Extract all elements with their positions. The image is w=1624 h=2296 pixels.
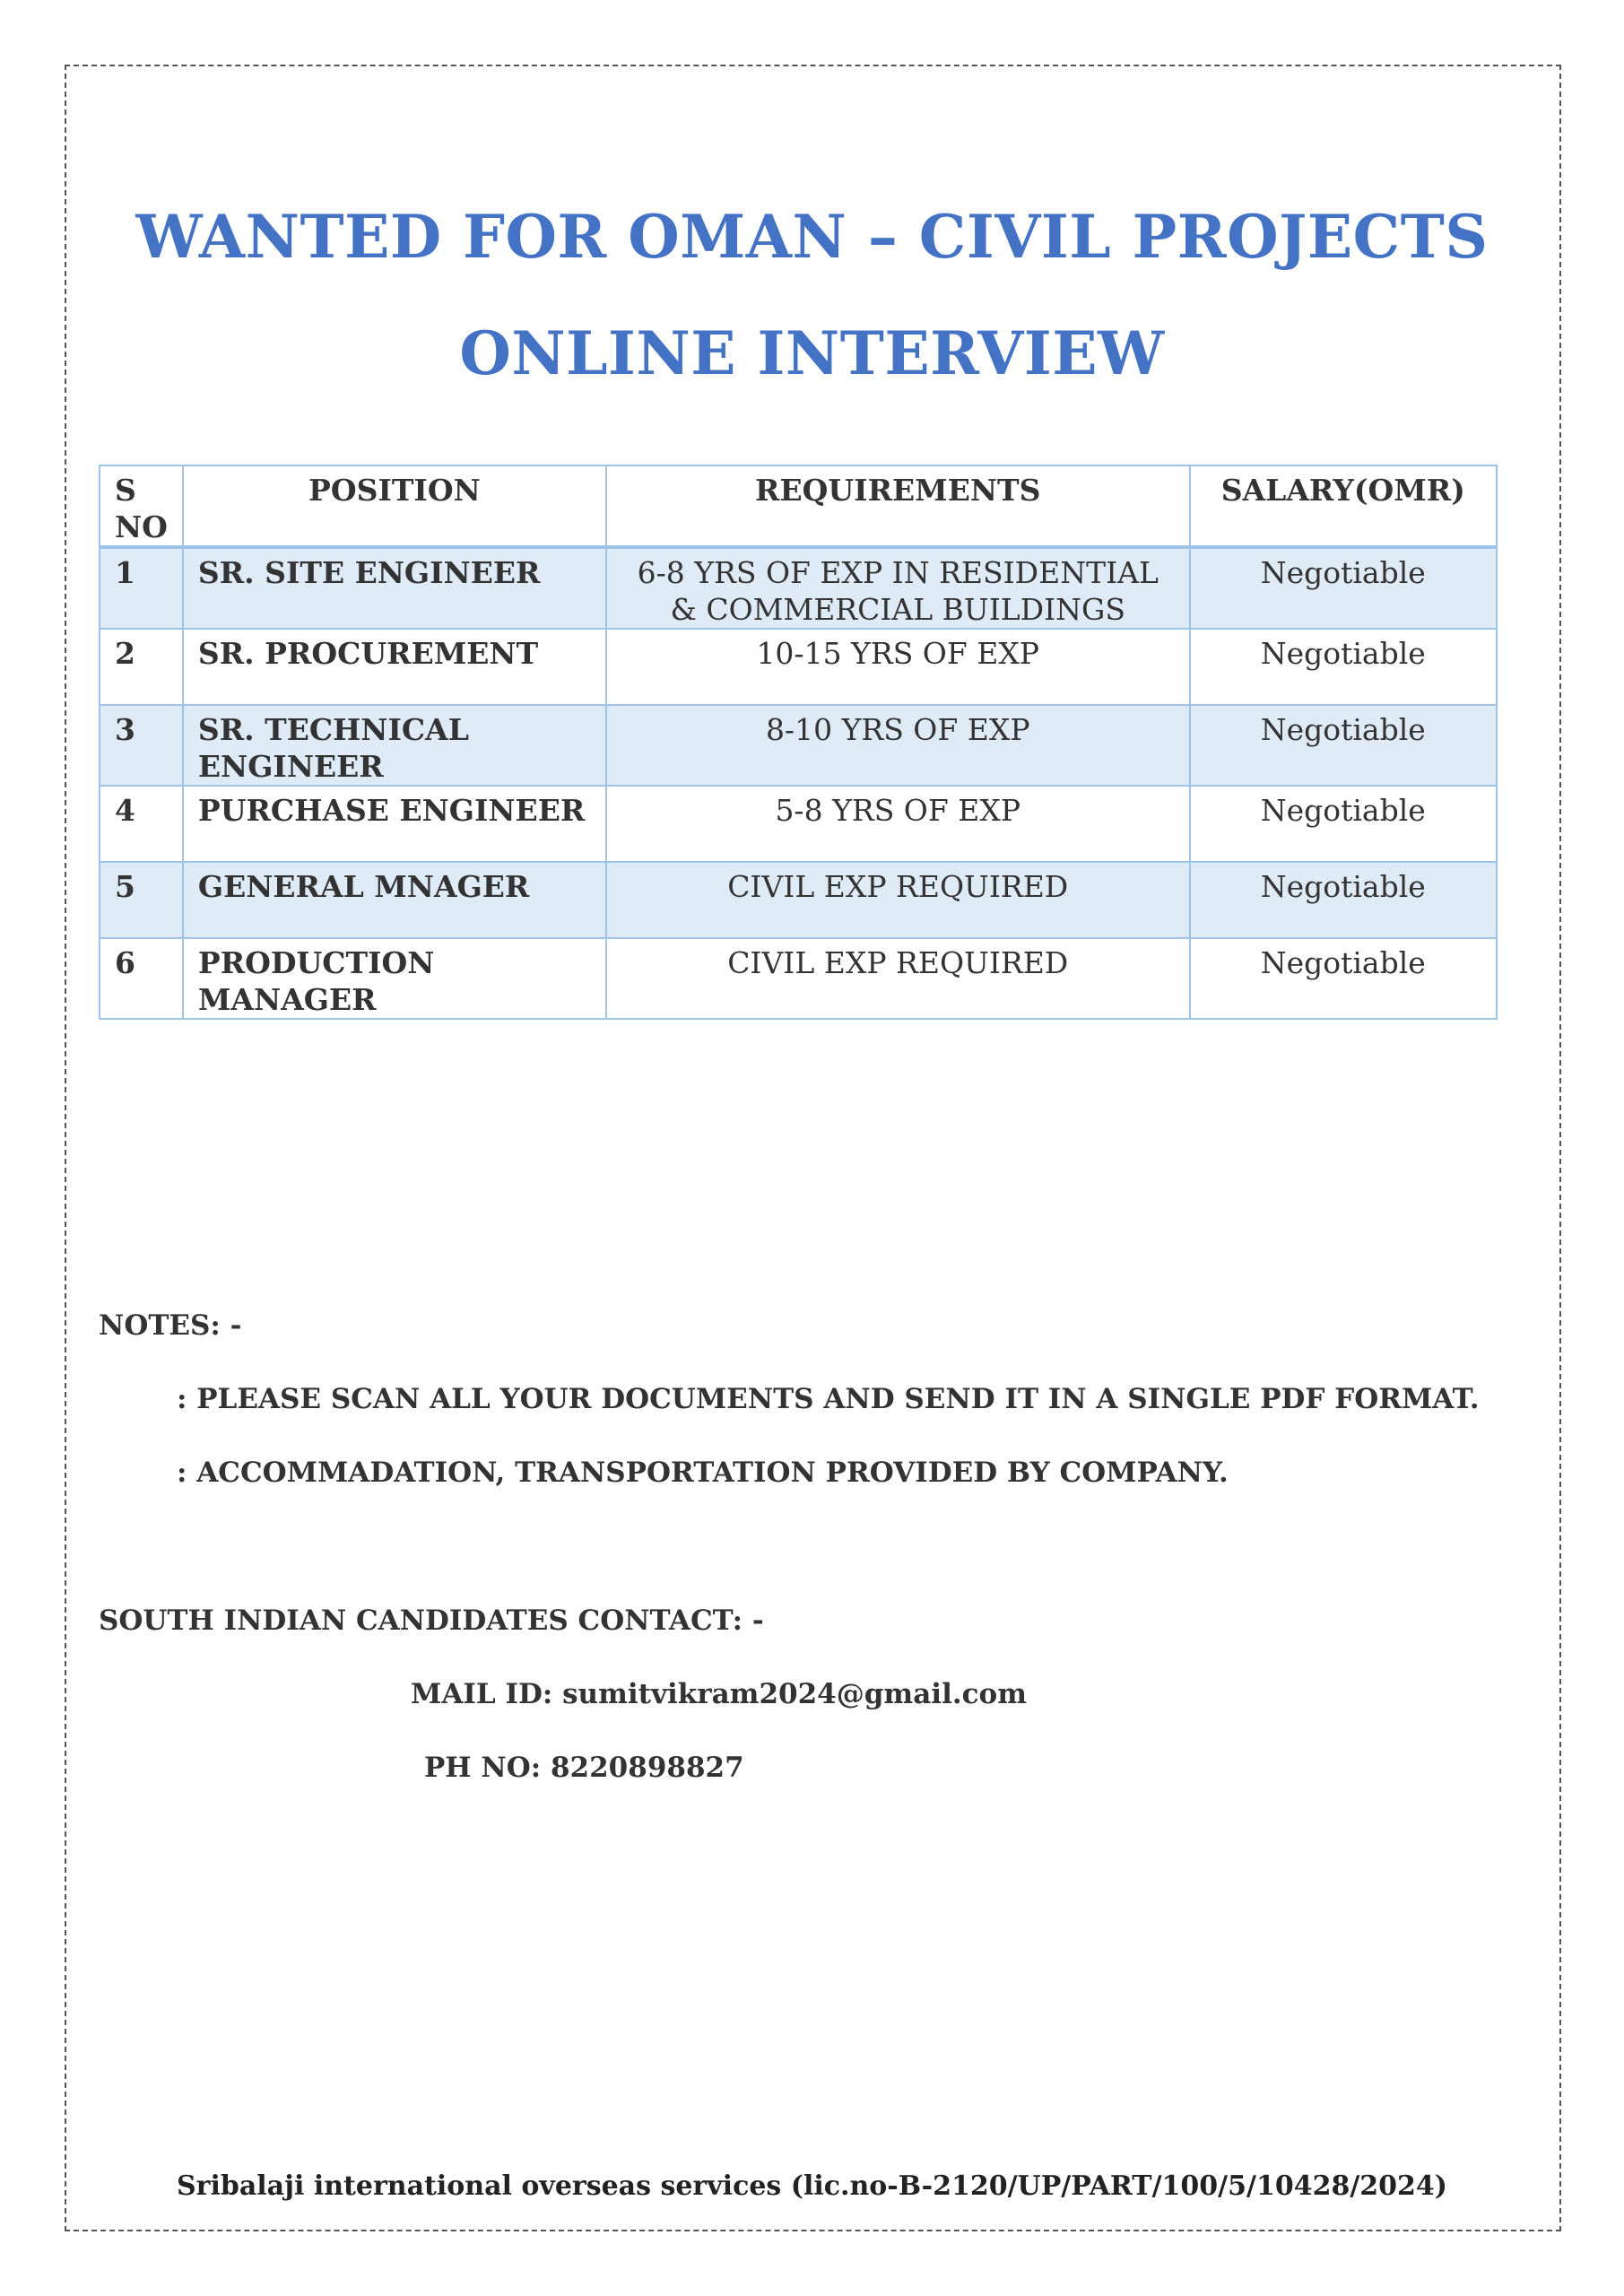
cell-sno: 2 bbox=[100, 629, 183, 705]
cell-salary: Negotiable bbox=[1190, 705, 1497, 786]
cell-position: SR. SITE ENGINEER bbox=[183, 547, 606, 629]
page-title: WANTED FOR OMAN – CIVIL PROJECTS bbox=[135, 202, 1489, 272]
cell-salary: Negotiable bbox=[1190, 862, 1497, 938]
cell-requirements: CIVIL EXP REQUIRED bbox=[606, 938, 1190, 1019]
table-row bbox=[100, 705, 1497, 786]
cell-position: SR. TECHNICAL ENGINEER bbox=[183, 705, 606, 786]
cell-salary: Negotiable bbox=[1190, 938, 1497, 1019]
cell-sno: 3 bbox=[100, 705, 183, 786]
contact-heading: SOUTH INDIAN CANDIDATES CONTACT: - bbox=[99, 1605, 764, 1637]
note-item: : ACCOMMADATION, TRANSPORTATION PROVIDED BY COMPANY. bbox=[177, 1457, 1229, 1489]
footer-license: Sribalaji international overseas services (lic.no-B-2120/UP/PART/100/5/10428/2024) bbox=[177, 2170, 1447, 2202]
page-subtitle: ONLINE INTERVIEW bbox=[459, 318, 1165, 388]
header-position: POSITION bbox=[183, 465, 606, 547]
header-requirements: REQUIREMENTS bbox=[606, 465, 1190, 547]
header-sno: S NO bbox=[100, 465, 183, 547]
notes-heading: NOTES: - bbox=[99, 1309, 242, 1342]
note-item: : PLEASE SCAN ALL YOUR DOCUMENTS AND SEND IT IN A SINGLE PDF FORMAT. bbox=[177, 1383, 1480, 1415]
contact-mail: MAIL ID: sumitvikram2024@gmail.com bbox=[411, 1678, 1027, 1710]
table-row bbox=[100, 862, 1497, 938]
table-row bbox=[100, 786, 1497, 862]
cell-sno: 6 bbox=[100, 938, 183, 1019]
positions-table bbox=[99, 465, 1498, 1020]
cell-sno: 4 bbox=[100, 786, 183, 862]
cell-position: PURCHASE ENGINEER bbox=[183, 786, 606, 862]
header-salary: SALARY(OMR) bbox=[1190, 465, 1497, 547]
cell-position: GENERAL MNAGER bbox=[183, 862, 606, 938]
cell-requirements: CIVIL EXP REQUIRED bbox=[606, 862, 1190, 938]
table-row bbox=[100, 547, 1497, 629]
cell-position: PRODUCTION MANAGER bbox=[183, 938, 606, 1019]
cell-requirements: 5-8 YRS OF EXP bbox=[606, 786, 1190, 862]
cell-requirements: 10-15 YRS OF EXP bbox=[606, 629, 1190, 705]
page-border bbox=[65, 65, 1561, 2231]
cell-requirements: 8-10 YRS OF EXP bbox=[606, 705, 1190, 786]
cell-sno: 5 bbox=[100, 862, 183, 938]
cell-requirements: 6-8 YRS OF EXP IN RESIDENTIAL & COMMERCIAL BUILDINGS bbox=[606, 547, 1190, 629]
cell-salary: Negotiable bbox=[1190, 547, 1497, 629]
cell-salary: Negotiable bbox=[1190, 786, 1497, 862]
cell-sno: 1 bbox=[100, 547, 183, 629]
contact-phone: PH NO: 8220898827 bbox=[424, 1752, 744, 1784]
table-header-row bbox=[100, 465, 1497, 547]
cell-salary: Negotiable bbox=[1190, 629, 1497, 705]
table-row bbox=[100, 938, 1497, 1019]
table-row bbox=[100, 629, 1497, 705]
cell-position: SR. PROCUREMENT bbox=[183, 629, 606, 705]
